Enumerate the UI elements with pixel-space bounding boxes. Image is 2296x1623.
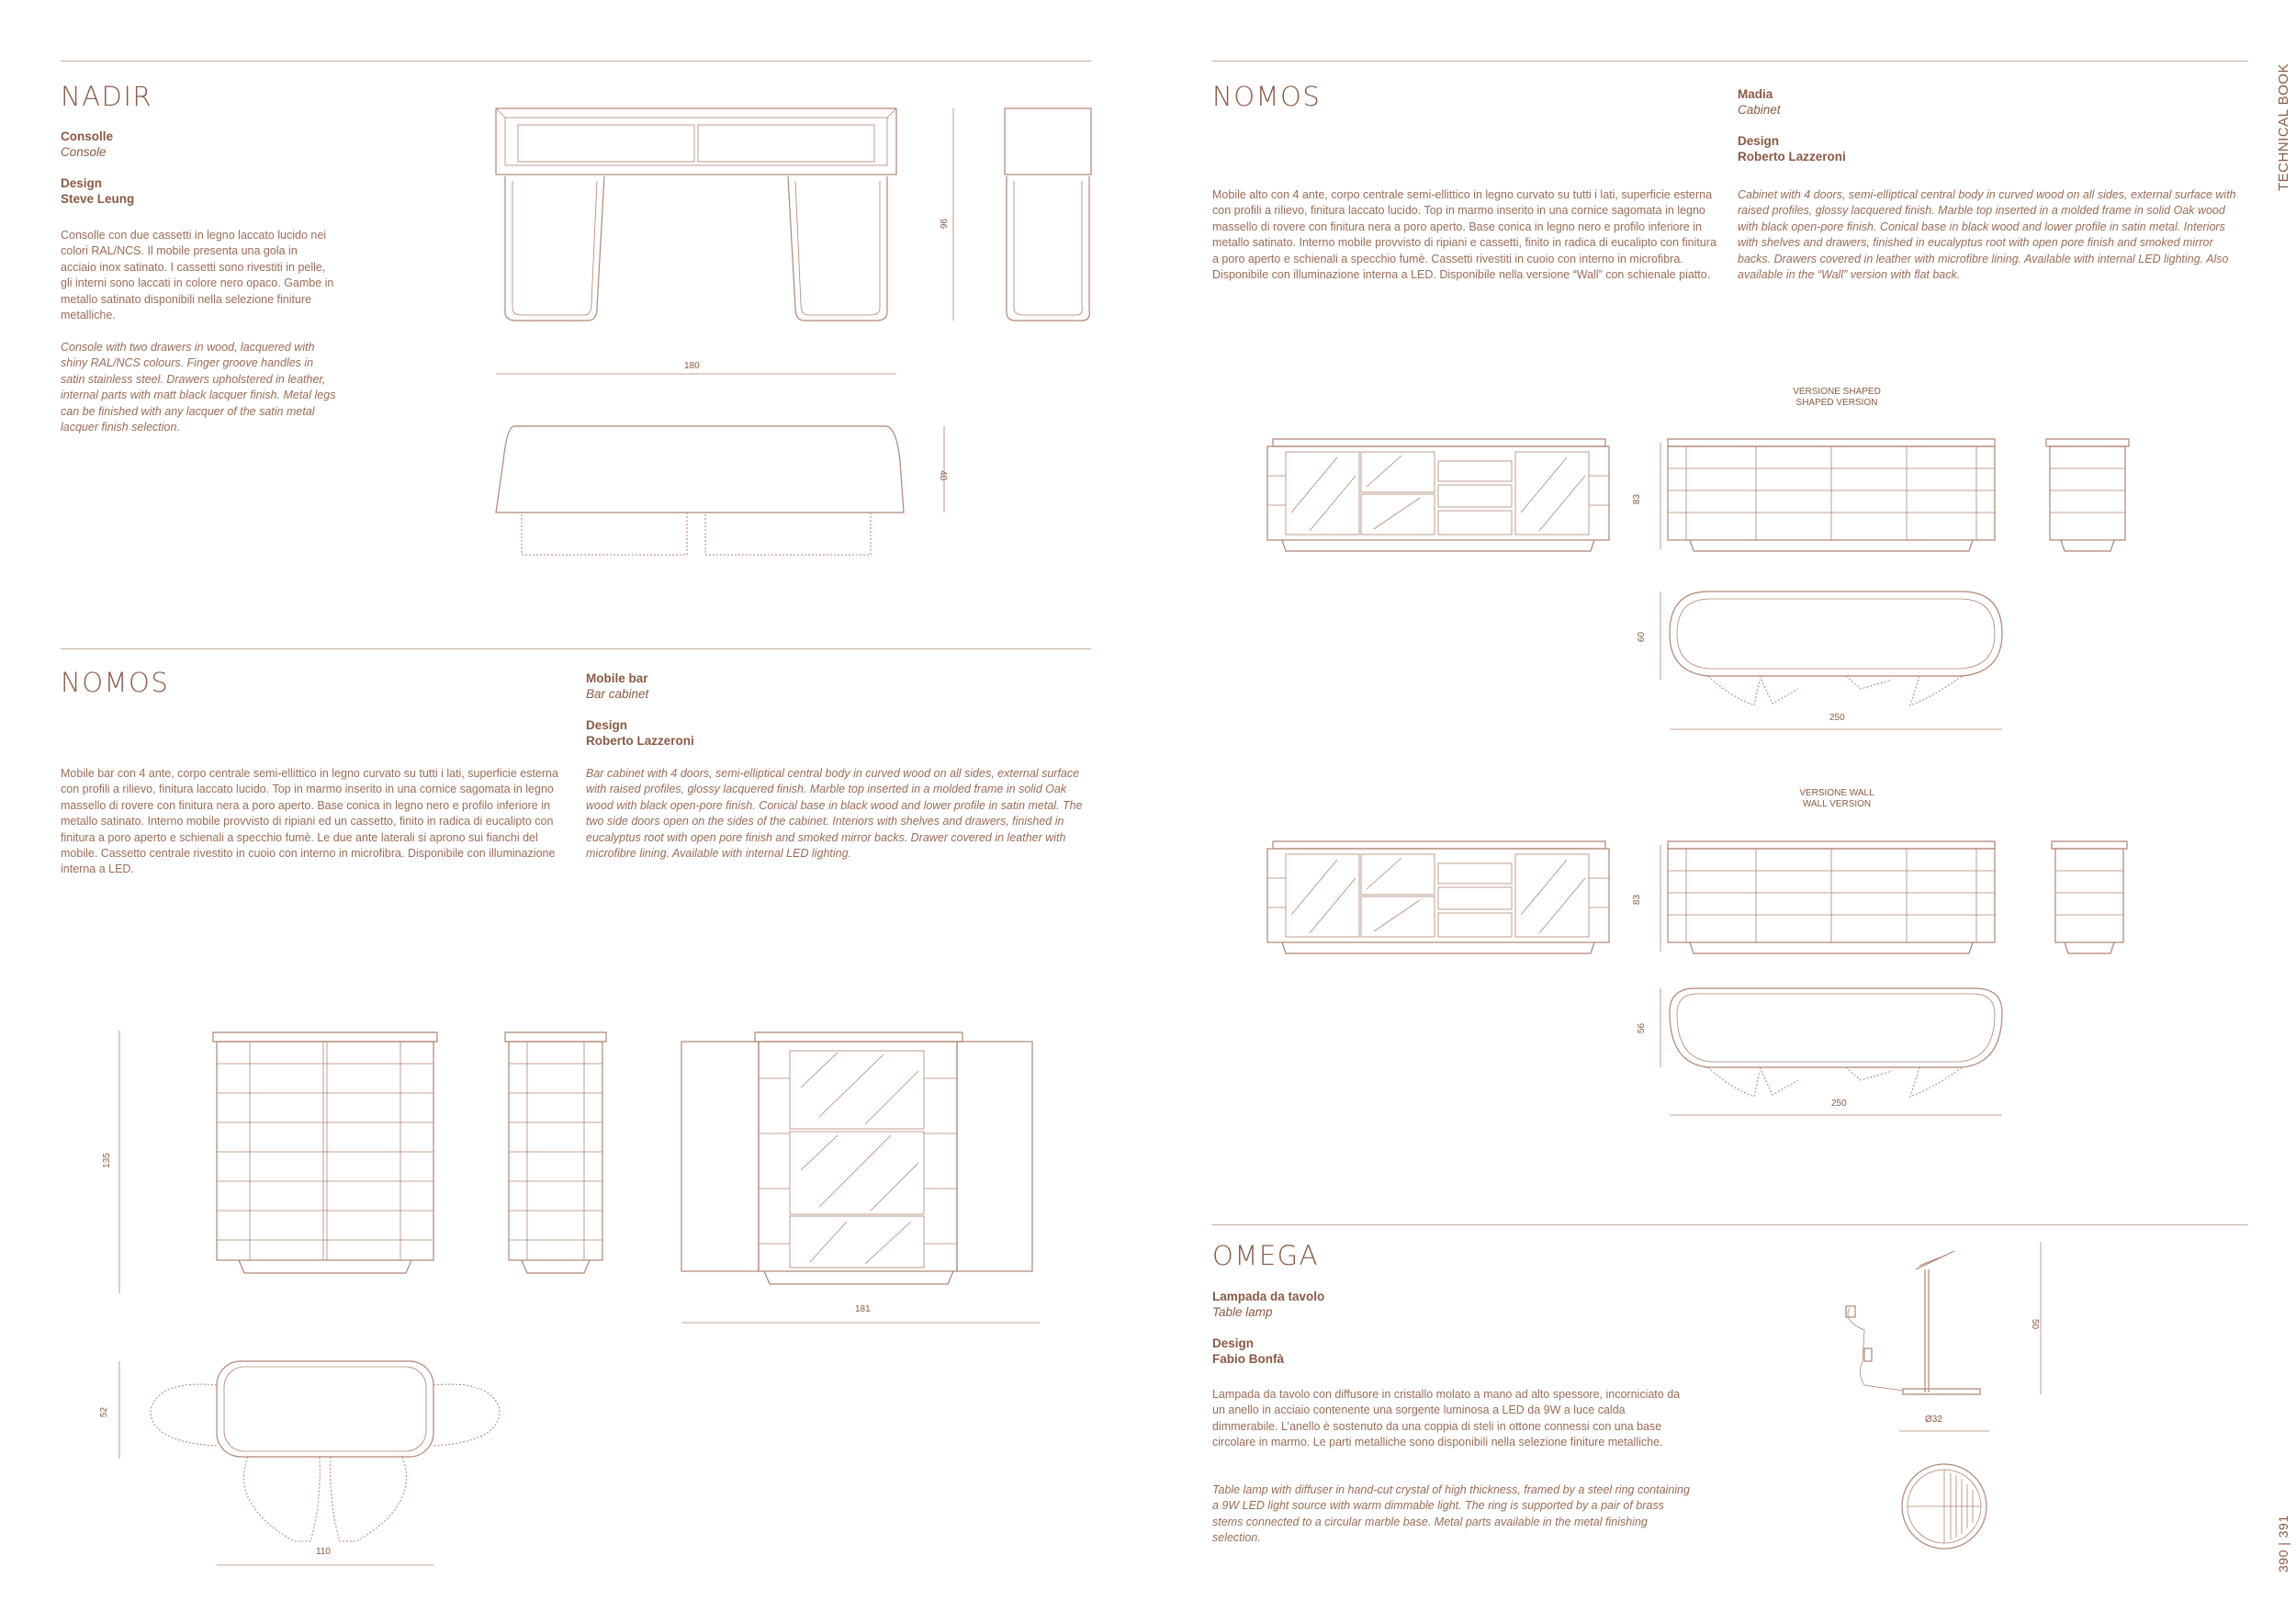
wall-version-caption [1745, 788, 1929, 810]
omega-diameter-dim: Ø32 [1925, 1414, 1942, 1425]
wall-width-dim: 250 [1831, 1099, 1847, 1109]
omega-type-it: Lampada da tavolo [1212, 1290, 1325, 1303]
nomos-bar-top-drawing [110, 1358, 514, 1578]
nomos-bar-open-drawing [681, 1032, 1049, 1336]
omega-designer: Fabio Bonfà [1212, 1352, 1284, 1366]
nadir-title: NADIR [61, 81, 153, 112]
shaped-caption-it: VERSIONE SHAPED [1793, 387, 1881, 397]
nadir-width-dim: 180 [684, 361, 700, 371]
side-label: TECHNICAL BOOK [2276, 63, 2291, 191]
shaped-height-dim: 83 [1632, 493, 1643, 505]
wall-caption-en: WALL VERSION [1802, 799, 1872, 809]
omega-desc-en: Table lamp with diffuser in hand-cut crystal of high thickness, framed by a steel ring containing a 9W LED light source with warm dimmable light. The ring is supported by a pair of brass stems connected to a circular marble base. Metal parts available in the metal finishing selection. [1212, 1483, 1690, 1545]
shaped-open-drawing [1264, 439, 1613, 558]
rule-top-left [61, 61, 1091, 62]
page-numbers: 390 | 391 [2276, 1515, 2290, 1572]
wall-top-drawing [1653, 985, 2020, 1132]
nadir-depth-dim: 40 [938, 469, 949, 481]
nomos-bar-depth-dim: 52 [99, 1406, 110, 1418]
nomos-bar-side-drawing [503, 1032, 613, 1299]
shaped-front-drawing [1653, 439, 2002, 558]
nomos-madia-desc-it: Mobile alto con 4 ante, corpo centrale semi-ellittico in legno curvato su tutti i lati, superficie esterna con profili a rilievo, finitura laccato lucido. Top in marmo inserito in una cornice sagomata in legno massello di rovere con finitura nera a poro aperto. Base conica in legno nero e profilo inferiore in metallo satinato. Interno mobile provvisto di ripiani e cassetti, finito in radica di eucalipto con finitura a poro aperto e schienali a specchio fumè. Cassetti rivestiti in cuoio con interno in microfibra. Disponibile con illuminazione interna a LED. Disponibile nella versione “Wall” con schienale piatto. [1212, 188, 1716, 282]
nadir-front-drawing [496, 106, 918, 381]
nadir-designer: Steve Leung [61, 192, 135, 206]
omega-lamp-side-drawing [1837, 1238, 2057, 1403]
nomos-bar-desc-it: Mobile bar con 4 ante, corpo centrale semi-ellittico in legno curvato su tutti i lati, superficie esterna con profili a rilievo, finitura laccato lucido. Top in marmo inserito in una cornice sagomata in legno massello di rovere con finitura nera a poro aperto. Base conica in legno nero e profilo inferiore in metallo satinato. Interno mobile provvisto di ripiani ed un cassetto, finito in radica di eucalipto con finitura a poro aperto e schienali a specchio fumè. Le due ante laterali si aprono sui fianchi del mobile. Cassetto centrale rivestito in cuoio con interno in microfibra. Disponibile con illuminazione interna a LED. [61, 767, 558, 876]
nadir-height-dim: 96 [938, 218, 949, 230]
omega-design-label: Design [1212, 1336, 1255, 1350]
wall-side-drawing [2050, 841, 2142, 961]
nomos-bar-desc-en: Bar cabinet with 4 doors, semi-elliptical central body in curved wood on all sides, external surface with raised profiles, glossy lacquered finish. Marble top inserted in a molded frame in solid Oak wood with black open-pore finish. Conical base in black wood and lower profile in satin metal. The two side doors open on the sides of the cabinet. Interiors with shelves and drawers, finished in eucalyptus root with open pore finish and smoked mirror backs. Drawer covered in leather with microfibre lining. Available with internal LED lighting. [586, 767, 1083, 861]
nomos-bar-width-dim: 110 [316, 1547, 331, 1557]
wall-front-drawing [1653, 841, 2002, 961]
nomos-bar-type-it: Mobile bar [586, 671, 648, 685]
shaped-depth-dim: 60 [1637, 631, 1648, 643]
omega-height-dim: 50 [2030, 1318, 2041, 1330]
nomos-madia-type-it: Madia [1738, 87, 1773, 101]
wall-open-drawing [1264, 841, 1613, 961]
nadir-design-label: Design [61, 176, 103, 190]
nomos-madia-type-en: Cabinet [1738, 103, 1781, 117]
nadir-type-en: Console [61, 145, 107, 159]
omega-type-en: Table lamp [1212, 1305, 1273, 1319]
shaped-version-caption [1745, 387, 1929, 409]
omega-title: OMEGA [1212, 1240, 1319, 1271]
wall-depth-dim: 56 [1637, 1022, 1648, 1034]
omega-lamp-top-drawing [1897, 1429, 2026, 1549]
nomos-bar-open-width-dim: 181 [855, 1304, 871, 1314]
wall-height-dim: 83 [1632, 894, 1643, 906]
nomos-bar-design-label: Design [586, 718, 628, 732]
rule-top-right [1212, 61, 2248, 62]
nomos-bar-title: NOMOS [61, 667, 170, 698]
nomos-bar-type-en: Bar cabinet [586, 687, 649, 701]
nomos-bar-designer: Roberto Lazzeroni [586, 734, 694, 748]
nomos-madia-designer: Roberto Lazzeroni [1738, 150, 1846, 163]
nomos-madia-meta [1738, 86, 1846, 164]
omega-desc-it: Lampada da tavolo con diffusore in cristallo molato a mano ad alto spessore, incorniciato da un anello in acciaio contenente una sorgente luminosa a LED da 9W a luce calda dimmerabile. L’anello è sostenuto da una coppia di steli in ottone connessi con una base circolare in marmo. Le parti metalliche sono disponibili nella selezione finiture metalliche. [1212, 1388, 1681, 1449]
shaped-caption-en: SHAPED VERSION [1795, 398, 1878, 408]
nadir-desc-en: Console with two drawers in wood, lacquered with shiny RAL/NCS colours. Finger groove handles in satin stainless steel. Drawers upholstered in leather, internal parts with matt black lacquer finish. Metal legs can be finished with any lacquer of the satin metal lacquer finish selection. [61, 341, 336, 434]
nomos-bar-height-dim: 135 [101, 1153, 112, 1168]
shaped-width-dim: 250 [1829, 713, 1845, 723]
rule-mid-left [61, 648, 1091, 649]
nadir-desc-it: Consolle con due cassetti in legno laccato lucido nei colori RAL/NCS. Il mobile presenta una gola in acciaio inox satinato. I cassetti sono rivestiti in pelle, gli interni sono laccati in colore nero opaco. Gambe in metallo satinato disponibili nella selezione finiture metalliche. [61, 229, 334, 322]
nadir-meta [61, 129, 134, 207]
nadir-type-it: Consolle [61, 130, 114, 143]
nomos-madia-design-label: Design [1738, 134, 1780, 148]
nadir-side-drawing [946, 106, 1102, 326]
shaped-side-drawing [2044, 439, 2136, 558]
omega-meta [1212, 1289, 1324, 1367]
nomos-bar-front-drawing [110, 1027, 441, 1302]
wall-caption-it: VERSIONE WALL [1799, 788, 1874, 798]
nomos-bar-meta [586, 671, 694, 749]
nomos-madia-title: NOMOS [1212, 81, 1322, 112]
nomos-madia-desc-en: Cabinet with 4 doors, semi-elliptical central body in curved wood on all sides, external surface with raised profiles, glossy lacquered finish. Marble top inserted in a molded frame in solid Oak wood with black open-pore finish. Conical base in black wood and lower profile in satin metal. Interiors with shelves and drawers, finished in eucalyptus root with open pore finish and smoked mirror backs. Drawers covered in leather with microfibre lining. Available with internal LED lighting. Also available in the “Wall” version with flat back. [1738, 188, 2236, 282]
nadir-top-drawing [496, 424, 955, 562]
rule-mid-right [1212, 1224, 2248, 1225]
